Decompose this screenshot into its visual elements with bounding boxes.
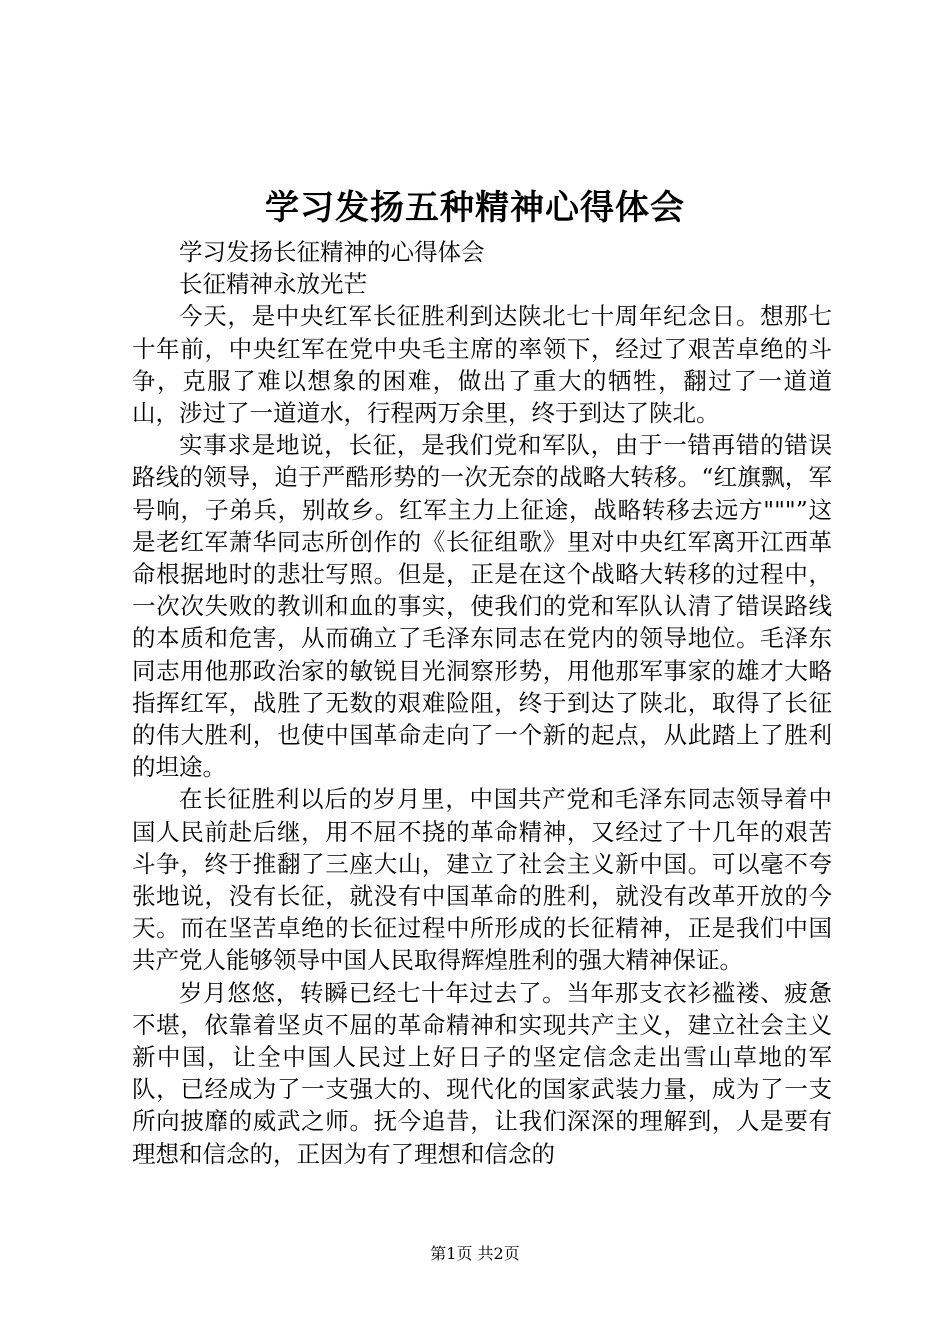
subtitle-line: 学习发扬长征精神的心得体会 bbox=[179, 238, 485, 266]
body-paragraph: 岁月悠悠，转瞬已经七十年过去了。当年那支衣衫褴褛、疲惫不堪，依靠着坚贞不屈的革命精神和实现共产主义，建立社会主义新中国，让全中国人民过上好日子的坚定信念走出雪山草地的军队，已经成为了一支强大的、现代化的国家武装力量，成为了一支所向披靡的威武之师。抚今追昔，让我们深深的理解到，人是要有理想和信念的，正因为有了理想和信念的 bbox=[132, 978, 832, 1168]
document-title: 学习发扬五种精神心得体会 bbox=[265, 188, 685, 228]
body-paragraph: 今天，是中央红军长征胜利到达陕北七十周年纪念日。想那七十年前，中央红军在党中央毛主席的率领下，经过了艰苦卓绝的斗争，克服了难以想象的困难，做出了重大的牺牲，翻过了一道道山，涉过了一道道水，行程两万余里，终于到达了陕北。 bbox=[132, 302, 832, 428]
document-body bbox=[132, 236, 832, 1170]
subtitle-line: 长征精神永放光芒 bbox=[179, 270, 367, 299]
page-number-footer: 第1页 共2页 bbox=[430, 1244, 520, 1263]
body-paragraph: 实事求是地说，长征，是我们党和军队，由于一错再错的错误路线的领导，迫于严酷形势的一次无奈的战略大转移。“红旗飘，军号响，子弟兵，别故乡。红军主力上征途，战略转移去远方"""”这是老红军萧华同志所创作的《长征组歌》里对中央红军离开江西革命根据地时的悲壮写照。但是，正是在这个战略大转移的过程中，一次次失败的教训和血的事实，使我们的党和军队认清了错误路线的本质和危害，从而确立了毛泽东同志在党内的领导地位。毛泽东同志用他那政治家的敏锐目光洞察形势，用他那军事家的雄才大略指挥红军，战胜了无数的艰难险阻，终于到达了陕北，取得了长征的伟大胜利，也使中国革命走向了一个新的起点，从此踏上了胜利的坦途。 bbox=[132, 431, 832, 782]
body-paragraph: 在长征胜利以后的岁月里，中国共产党和毛泽东同志领导着中国人民前赴后继，用不屈不挠的革命精神，又经过了十几年的艰苦斗争，终于推翻了三座大山，建立了社会主义新中国。可以毫不夸张地说，没有长征，就没有中国革命的胜利，就没有改革开放的今天。而在坚苦卓绝的长征过程中所形成的长征精神，正是我们中国共产党人能够领导中国人民取得辉煌胜利的强大精神保证。 bbox=[132, 785, 832, 975]
